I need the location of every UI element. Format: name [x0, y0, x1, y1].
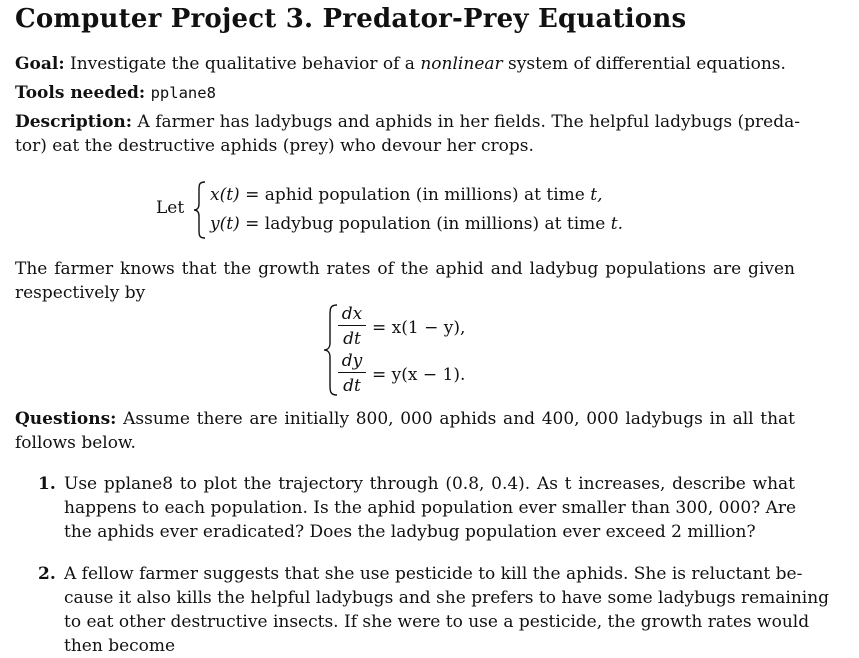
- goal-label: Goal:: [15, 54, 65, 74]
- description-line-2: tor) eat the destructive aphids (prey) who devour her crops.: [15, 136, 534, 156]
- growth-line-2: respectively by: [15, 283, 146, 303]
- questions-paragraph: [15, 407, 795, 455]
- definition-y: [210, 212, 623, 241]
- left-brace-icon: [192, 180, 208, 240]
- definition-x: [210, 183, 623, 212]
- let-word: Let: [156, 198, 185, 218]
- questions-intro-1: Assume there are initially 800, 000 aphids and 400, 000 ladybugs in all that: [123, 409, 796, 429]
- question-1-text: [64, 472, 795, 544]
- questions-line-1: [15, 407, 795, 431]
- goal-text-before: Investigate the qualitative behavior of a: [70, 54, 415, 74]
- q2-line-2: cause it also kills the helpful ladybugs and she prefers to have some ladybugs remaining: [64, 588, 830, 608]
- questions-label: Questions:: [15, 409, 117, 429]
- growth-paragraph: [15, 257, 795, 305]
- page-title: Computer Project 3. Predator-Prey Equations: [15, 4, 687, 34]
- def-x-time: t,: [590, 185, 603, 205]
- def-y-time: t.: [610, 214, 624, 234]
- equation-1-rhs: = x(1 − y),: [372, 318, 466, 338]
- q2-line-4: then become: [64, 636, 176, 656]
- description-paragraph: [15, 110, 800, 158]
- question-1-number: 1.: [38, 474, 56, 494]
- def-x-var: x(t): [210, 185, 240, 205]
- eq2-denominator: dt: [343, 376, 361, 396]
- fraction-dy-dt: [338, 349, 366, 396]
- fraction-dx-dt: [338, 302, 366, 349]
- eq1-denominator: dt: [343, 329, 361, 349]
- growth-line-1: The farmer knows that the growth rates of the aphid and ladybug populations are given: [15, 259, 795, 279]
- tools-line: [15, 81, 216, 105]
- q1-line-2: happens to each population. Is the aphid population ever smaller than 300, 000? Are: [64, 498, 797, 518]
- q1-line-1: Use pplane8 to plot the trajectory through (0.8, 0.4). As t increases, describe what: [64, 474, 795, 494]
- description-text-1: A farmer has ladybugs and aphids in her fields. The helpful ladybugs (preda-: [137, 112, 800, 132]
- q1-line-3: the aphids ever eradicated? Does the ladybug population ever exceed 2 million?: [64, 522, 756, 542]
- eq1-numerator: dx: [341, 304, 363, 324]
- definitions: [210, 183, 623, 241]
- tools-label: Tools needed:: [15, 83, 146, 103]
- tools-value: pplane8: [150, 84, 216, 102]
- description-line-1: [15, 110, 800, 134]
- q2-line-1: A fellow farmer suggests that she use pesticide to kill the aphids. She is reluctant be-: [64, 564, 803, 584]
- question-2-text: [64, 562, 830, 658]
- goal-text-after: system of differential equations.: [508, 54, 786, 74]
- question-2-number: 2.: [38, 564, 56, 584]
- equation-2-rhs: = y(x − 1).: [372, 365, 466, 385]
- def-y-text: = ladybug population (in millions) at time: [245, 214, 606, 234]
- eq2-numerator: dy: [341, 351, 363, 371]
- q2-line-3: to eat other destructive insects. If she were to use a pesticide, the growth rates would: [64, 612, 810, 632]
- description-label: Description:: [15, 112, 133, 132]
- goal-emphasis: nonlinear: [420, 54, 503, 74]
- def-x-text: = aphid population (in millions) at time: [245, 185, 585, 205]
- eq2-fraction-bar: [338, 372, 366, 373]
- questions-line-2: follows below.: [15, 433, 136, 453]
- goal-line: [15, 52, 786, 76]
- def-y-var: y(t): [210, 214, 240, 234]
- eq1-fraction-bar: [338, 325, 366, 326]
